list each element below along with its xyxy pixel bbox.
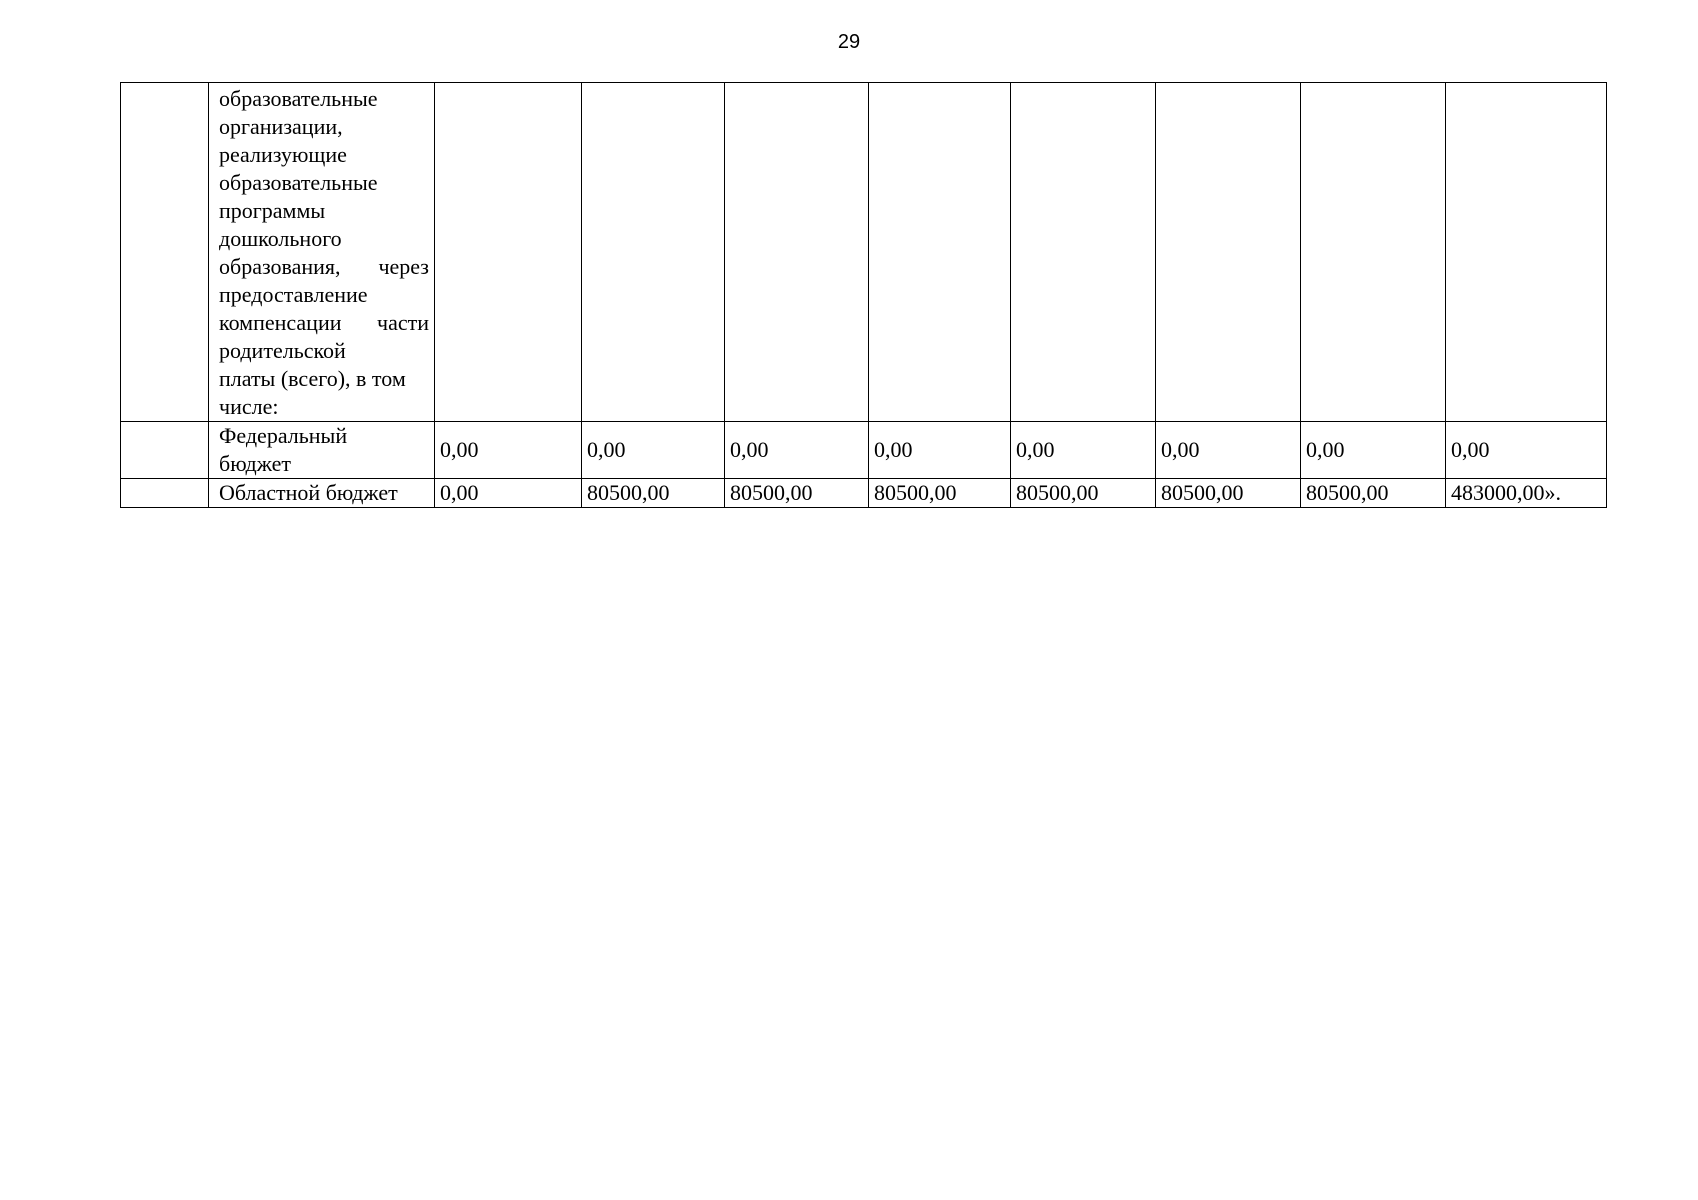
value-cell: 0,00 — [1446, 422, 1607, 479]
value-cell — [1446, 83, 1607, 422]
value-cell: 483000,00». — [1446, 479, 1607, 508]
name-line: Федеральный — [219, 423, 348, 448]
value-cell: 80500,00 — [1011, 479, 1156, 508]
name-line: образовательные — [219, 170, 378, 195]
name-line: дошкольного — [219, 226, 342, 251]
value-cell: 0,00 — [1301, 422, 1446, 479]
table-row-program — [121, 83, 1607, 422]
name-line: образовательные — [219, 86, 378, 111]
row-name-cell — [209, 83, 435, 422]
table-row-regional-budget — [121, 479, 1607, 508]
budget-table — [120, 82, 1607, 508]
value-cell: 80500,00 — [725, 479, 869, 508]
name-line: родительской — [219, 338, 346, 363]
table-row-federal-budget — [121, 422, 1607, 479]
value-cell — [435, 83, 582, 422]
name-line: реализующие — [219, 142, 347, 167]
value-cell — [869, 83, 1011, 422]
value-cell — [1156, 83, 1301, 422]
name-line: предоставление — [219, 282, 368, 307]
value-cell: 0,00 — [435, 479, 582, 508]
row-name-cell: Областной бюджет — [209, 479, 435, 508]
row-index-cell — [121, 83, 209, 422]
page-number: 29 — [837, 31, 861, 53]
value-cell: 80500,00 — [869, 479, 1011, 508]
name-line: программы — [219, 198, 326, 223]
value-cell: 0,00 — [435, 422, 582, 479]
value-cell: 0,00 — [1156, 422, 1301, 479]
value-cell: 0,00 — [582, 422, 725, 479]
value-cell — [1011, 83, 1156, 422]
value-cell: 0,00 — [1011, 422, 1156, 479]
name-line: числе: — [219, 394, 279, 419]
name-line: образования, через — [219, 254, 429, 279]
value-cell: 80500,00 — [1301, 479, 1446, 508]
name-line: организации, — [219, 114, 343, 139]
row-index-cell — [121, 479, 209, 508]
value-cell: 80500,00 — [582, 479, 725, 508]
name-line: платы (всего), в том — [219, 366, 406, 391]
row-index-cell — [121, 422, 209, 479]
value-cell — [582, 83, 725, 422]
name-line: бюджет — [219, 451, 291, 476]
name-line: компенсации части — [219, 310, 429, 335]
value-cell — [1301, 83, 1446, 422]
row-name-cell — [209, 422, 435, 479]
value-cell: 0,00 — [725, 422, 869, 479]
value-cell: 80500,00 — [1156, 479, 1301, 508]
value-cell — [725, 83, 869, 422]
value-cell: 0,00 — [869, 422, 1011, 479]
